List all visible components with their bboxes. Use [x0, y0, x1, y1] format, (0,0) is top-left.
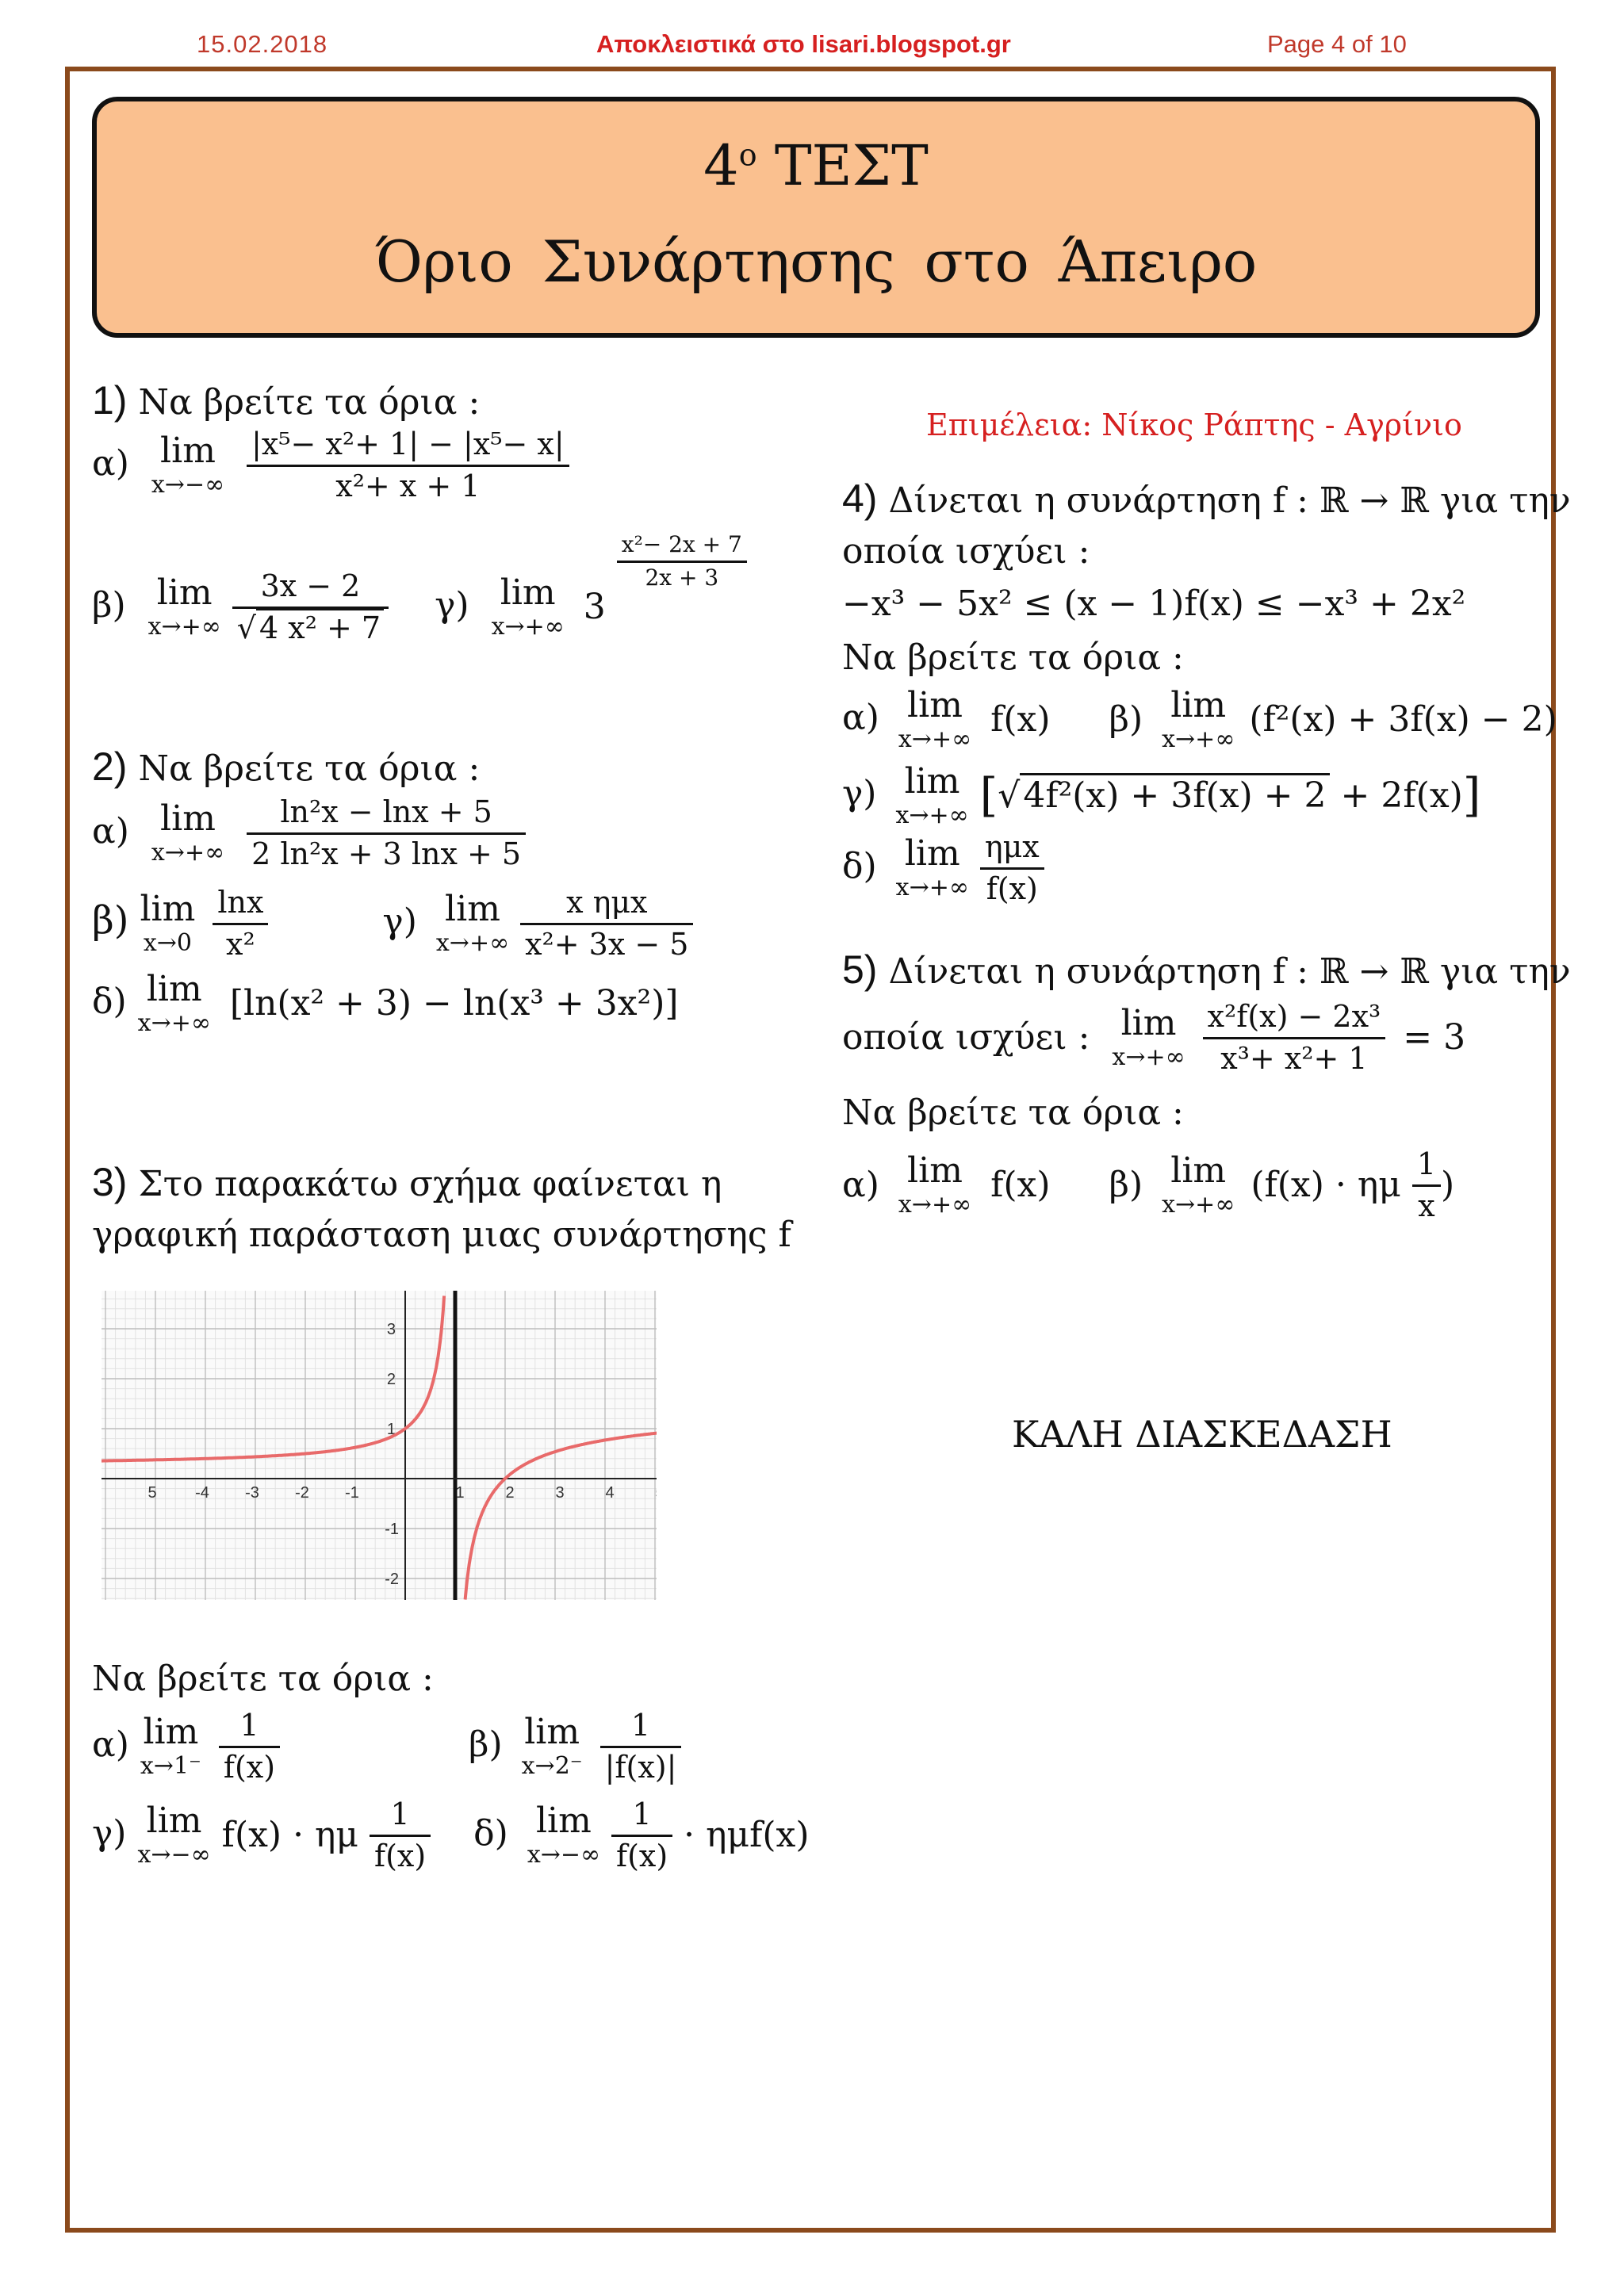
fraction [1203, 1001, 1386, 1076]
fraction [980, 831, 1044, 906]
lim-sub: x→−∞ [151, 471, 225, 499]
x-tick-label: 1 [455, 1484, 465, 1502]
test-subtitle: Όριο Συνάρτησης στο Άπειρο [374, 228, 1258, 295]
fraction [520, 886, 693, 962]
lim-sub: x→+∞ [137, 1009, 211, 1037]
closing-message: ΚΑΛΗ ΔΙΑΣΚΕΔΑΣΗ [1012, 1413, 1392, 1456]
q1-prompt: Να βρείτε τα όρια : [138, 382, 481, 423]
lim-word: lim [907, 1150, 963, 1192]
denominator: √ 4 x² + 7 [232, 609, 389, 645]
q4-a-expression: f(x) [990, 698, 1051, 740]
lim-word: lim [146, 969, 202, 1009]
limit [151, 430, 225, 499]
numerator: 1 [1412, 1148, 1441, 1187]
x-tick-label: 5 [147, 1484, 157, 1502]
test-title [97, 133, 1535, 198]
q3-a-b [92, 1709, 681, 1785]
x-tick-label: 2 [505, 1484, 515, 1502]
denominator: x [1418, 1188, 1435, 1223]
q2-d [92, 969, 679, 1037]
test-number-sup: ο [738, 137, 757, 173]
numerator: ημx [980, 831, 1044, 870]
lim-sub: x→2⁻ [521, 1752, 583, 1781]
right-bracket: ] [1462, 768, 1481, 823]
y-tick-label: -2 [385, 1571, 399, 1588]
q4-a-b [842, 685, 1557, 753]
title-box [92, 97, 1540, 338]
denominator: f(x) [374, 1838, 427, 1873]
function-graph [102, 1291, 657, 1600]
header-date: 15.02.2018 [197, 30, 328, 58]
fraction [232, 570, 389, 645]
numerator: ln²x − lnx + 5 [247, 796, 526, 835]
lim-sub: x→+∞ [898, 1191, 972, 1219]
lim-sub: x→+∞ [491, 613, 565, 641]
q3-line2: γραφική παράσταση μιας συνάρτησης f [92, 1215, 791, 1255]
limit [898, 1150, 972, 1219]
denominator: f(x) [223, 1749, 276, 1785]
q5-condition [842, 1001, 1465, 1076]
q5-b-label: β) [1109, 1165, 1143, 1206]
q3-b-label: β) [469, 1724, 503, 1765]
q4-line2: οποία ισχύει : [842, 531, 1090, 572]
q4-line1: Δίνεται η συνάρτηση f : ℝ → ℝ για την [888, 480, 1571, 521]
limit [895, 761, 969, 829]
limit [140, 1712, 201, 1781]
limit [895, 833, 969, 902]
q2-heading [92, 745, 480, 789]
q3-d-tail: · ημf(x) [684, 1815, 810, 1856]
q3-g-label: γ) [92, 1812, 127, 1854]
lim-sub: x→+∞ [895, 874, 969, 902]
lim-sub: x→+∞ [898, 725, 972, 753]
limit [137, 1800, 211, 1869]
q5-a-b [842, 1148, 1454, 1223]
numerator: 1 [611, 1798, 672, 1837]
denominator: x³+ x²+ 1 [1220, 1040, 1368, 1076]
lim-sub: x→+∞ [1162, 1191, 1235, 1219]
lim-sub: x→+∞ [1162, 725, 1235, 753]
q4-number: 4) [842, 476, 878, 521]
limit [140, 889, 196, 958]
q5-line1: Δίνεται η συνάρτηση f : ℝ → ℝ για την [888, 951, 1571, 992]
lim-word: lim [1170, 1150, 1227, 1192]
q2-prompt: Να βρείτε τα όρια : [138, 748, 481, 789]
q4-d-label: δ) [842, 845, 877, 886]
q4-inequality: −x³ − 5x² ≤ (x − 1)f(x) ≤ −x³ + 2x² [842, 584, 1466, 624]
q1-a [92, 428, 569, 503]
exponent-fraction [617, 533, 747, 591]
q3-g-d [92, 1798, 810, 1873]
test-word: ΤΕΣΤ [756, 133, 929, 198]
numerator: x²− 2x + 7 [617, 533, 747, 563]
q3-prompt: Να βρείτε τα όρια : [92, 1659, 434, 1699]
lim-word: lim [524, 1712, 580, 1753]
q4-d [842, 831, 1044, 906]
q4-b-label: β) [1109, 698, 1143, 740]
q1-a-label: α) [92, 442, 129, 484]
q5-b-close: ) [1441, 1165, 1455, 1206]
lim-sub: x→+∞ [151, 839, 225, 867]
limit [1162, 685, 1235, 753]
numerator: 1 [600, 1709, 682, 1748]
lim-word: lim [904, 833, 960, 874]
q1-heading [92, 379, 480, 423]
lim-word: lim [904, 761, 960, 802]
y-tick-label: -1 [385, 1521, 399, 1538]
fraction [247, 428, 569, 503]
q4-b-expression: (f²(x) + 3f(x) − 2) [1249, 698, 1557, 740]
q2-d-label: δ) [92, 981, 127, 1022]
x-tick-label: -3 [245, 1484, 259, 1502]
q5-a-expression: f(x) [990, 1165, 1051, 1206]
q2-number: 2) [92, 744, 128, 789]
denominator: |f(x)| [604, 1749, 677, 1785]
x-tick-label: -2 [295, 1484, 309, 1502]
lim-sub: x→0 [143, 929, 192, 958]
q2-a [92, 796, 526, 871]
q5-line2: οποία ισχύει : [842, 1017, 1090, 1058]
fraction [1412, 1148, 1441, 1223]
q5-heading [842, 948, 1571, 992]
lim-sub: x→+∞ [895, 802, 969, 829]
limit [147, 572, 221, 641]
lim-word: lim [445, 889, 500, 930]
header-title: Αποκλειστικά στο lisari.blogspot.gr [596, 30, 1011, 58]
q5-number: 5) [842, 947, 878, 992]
lim-sub: x→1⁻ [140, 1752, 201, 1781]
denominator: f(x) [986, 871, 1038, 906]
lim-word: lim [146, 1800, 202, 1842]
q3-a-label: α) [92, 1724, 129, 1765]
lim-word: lim [1170, 685, 1227, 725]
limit [1112, 1003, 1185, 1072]
q4-a-label: α) [842, 697, 879, 738]
header-page-number: Page 4 of 10 [1267, 30, 1407, 58]
radicand: 4 x² + 7 [256, 608, 384, 645]
x-tick-label: -1 [345, 1484, 359, 1502]
limit [527, 1800, 601, 1869]
power-base: 3 [583, 587, 606, 628]
radicand: 4f²(x) + 3f(x) + 2 [1020, 773, 1329, 816]
fraction [370, 1798, 431, 1873]
q5-rhs: = 3 [1403, 1017, 1466, 1058]
left-bracket: [ [979, 768, 998, 823]
lim-sub: x→+∞ [1112, 1043, 1185, 1072]
curve-right-branch [465, 1428, 657, 1600]
numerator: 1 [219, 1709, 280, 1748]
lim-word: lim [143, 1712, 199, 1753]
limit [137, 969, 211, 1037]
q3-line1: Στο παρακάτω σχήμα φαίνεται η [138, 1164, 722, 1204]
denominator: f(x) [616, 1838, 668, 1873]
q2-g-label: γ) [382, 901, 417, 942]
limit [521, 1712, 583, 1781]
fraction [247, 796, 526, 871]
lim-word: lim [156, 572, 213, 614]
q2-a-label: α) [92, 810, 129, 851]
numerator: lnx [213, 886, 268, 925]
q4-g [842, 761, 1481, 829]
square-root: √4f²(x) + 3f(x) + 2 [998, 773, 1329, 816]
q1-number: 1) [92, 378, 128, 423]
q1-b-g [92, 533, 747, 645]
y-tick-label: 1 [386, 1421, 396, 1438]
lim-word: lim [1120, 1003, 1177, 1044]
y-tick-label: 2 [386, 1371, 396, 1388]
limit [898, 685, 972, 753]
x-tick-label: 4 [605, 1484, 615, 1502]
denominator: x²+ 3x − 5 [525, 926, 689, 962]
lim-sub: x→−∞ [137, 1841, 211, 1869]
q3-d-label: δ) [473, 1812, 508, 1854]
lim-word: lim [535, 1800, 592, 1842]
credit: Επιμέλεια: Νίκος Ράπτης - Αγρίνιο [926, 408, 1462, 442]
numerator: 1 [370, 1798, 431, 1837]
q2-d-expression: [ln(x² + 3) − ln(x³ + 3x²)] [229, 982, 679, 1024]
q1-b-label: β) [92, 584, 126, 626]
q4-prompt: Να βρείτε τα όρια : [842, 637, 1184, 678]
y-tick-label: 3 [386, 1321, 396, 1338]
lim-word: lim [160, 798, 216, 840]
q4-g-tail: + 2f(x) [1340, 775, 1463, 816]
limit [151, 798, 225, 867]
lim-sub: x→+∞ [147, 613, 221, 641]
lim-sub: x→−∞ [527, 1841, 601, 1869]
q5-prompt: Να βρείτε τα όρια : [842, 1093, 1184, 1133]
limit [1162, 1150, 1235, 1219]
q1-g-label: γ) [435, 584, 469, 626]
q4-heading [842, 477, 1571, 521]
q2-b-g [92, 886, 693, 962]
q2-b-label: β) [92, 897, 129, 943]
q3-heading [92, 1161, 722, 1204]
fraction [611, 1798, 672, 1873]
lim-word: lim [500, 572, 556, 614]
denominator: x²+ x + 1 [335, 468, 481, 503]
numerator: x ημx [520, 886, 693, 925]
lim-word: lim [160, 430, 216, 472]
x-tick-label [655, 1484, 657, 1502]
x-tick-label: 3 [555, 1484, 565, 1502]
q3-number: 3) [92, 1160, 128, 1204]
numerator: |x⁵− x²+ 1| − |x⁵− x| [247, 428, 569, 467]
fraction [213, 886, 268, 962]
denominator: 2x + 3 [645, 564, 719, 591]
denominator: 2 ln²x + 3 lnx + 5 [251, 836, 522, 871]
denominator: x² [226, 926, 255, 962]
lim-word: lim [140, 889, 196, 930]
q4-g-label: γ) [842, 773, 877, 814]
limit [491, 572, 565, 641]
x-tick-label: -4 [195, 1484, 209, 1502]
numerator: 3x − 2 [232, 570, 389, 609]
q3-g-expression: f(x) · ημ [221, 1815, 359, 1856]
numerator: x²f(x) − 2x³ [1203, 1001, 1386, 1039]
lim-sub: x→+∞ [435, 929, 510, 958]
fraction [219, 1709, 280, 1785]
curves [102, 1296, 657, 1600]
fraction [600, 1709, 682, 1785]
q5-a-label: α) [842, 1165, 879, 1206]
test-number: 4 [703, 133, 739, 198]
q5-b-expression: (f(x) · ημ [1251, 1165, 1401, 1206]
limit [435, 889, 510, 958]
lim-word: lim [907, 685, 963, 725]
